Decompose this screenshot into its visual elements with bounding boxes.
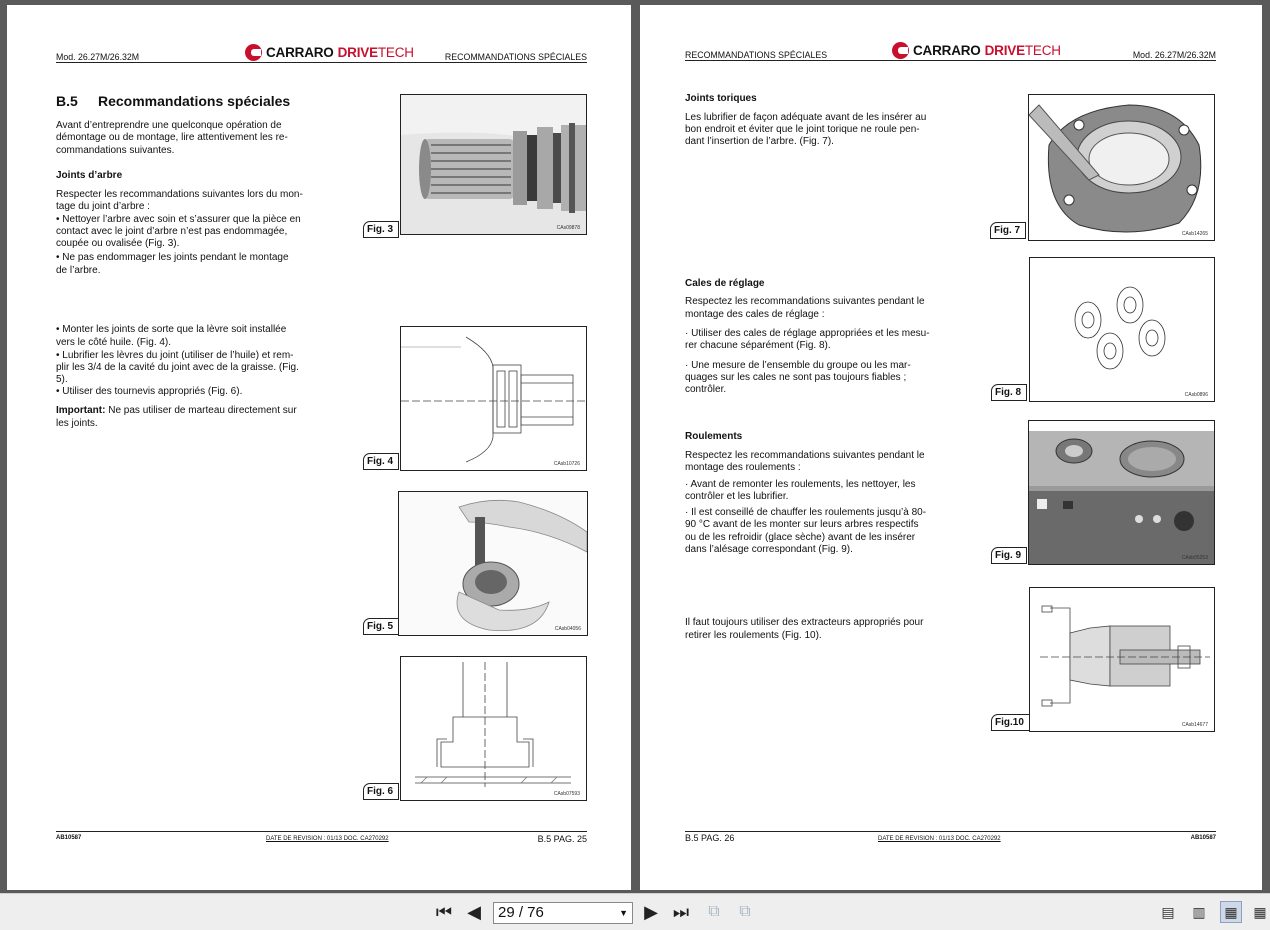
joints2-line: • Utiliser des tournevis appropriés (Fig. 6). <box>56 386 243 397</box>
cales-line: Respectez les recommandations suivantes pendant le <box>685 296 925 307</box>
figure-10-drawing <box>1029 587 1215 732</box>
cales-line: quages sur les cales ne sont pas toujours fiables ; <box>685 372 907 383</box>
logo-drive: DRIVE <box>337 44 378 60</box>
cales-line: contrôler. <box>685 384 727 395</box>
fig-5-label: Fig. 5 <box>363 618 399 635</box>
roul-line: Respectez les recommandations suivantes pendant le <box>685 450 925 461</box>
last-page-icon[interactable]: ⏭ <box>672 901 690 922</box>
figure-8-drawing <box>1029 257 1215 402</box>
joints2-line: vers le côté huile. (Fig. 4). <box>56 337 172 348</box>
joints-line: • Ne pas endommager les joints pendant le montage <box>56 252 289 263</box>
footer-rule <box>56 831 587 832</box>
cales-line: · Utiliser des cales de réglage appropriées et les mesu- <box>685 328 930 339</box>
fig-10-label: Fig.10 <box>991 714 1030 731</box>
joints-line: contact avec le joint d’arbre n’est pas endommagée, <box>56 226 288 237</box>
roul-line: 90 °C avant de les monter sur leurs arbres respectifs <box>685 519 919 530</box>
footer-rule <box>685 831 1216 832</box>
section-number: B.5 <box>56 93 78 109</box>
fig-6-label: Fig. 6 <box>363 783 399 800</box>
fig-code: CAsb04056 <box>554 626 581 632</box>
previous-view-icon[interactable]: ⧉ <box>708 903 720 920</box>
viewer-toolbar <box>0 893 1270 930</box>
roulements-title: Roulements <box>685 431 743 442</box>
fig-code: CAsb14265 <box>1181 231 1208 237</box>
roul-line: dans l’alésage correspondant (Fig. 9). <box>685 544 853 555</box>
figure-4-drawing <box>400 326 587 471</box>
cales-line: rer chacune séparément (Fig. 8). <box>685 340 831 351</box>
two-page-continuous-view-icon[interactable]: ▦ <box>1253 903 1267 920</box>
header-section: RECOMMANDATIONS SPÉCIALES <box>444 52 587 62</box>
next-view-icon[interactable]: ⧉ <box>739 903 751 920</box>
carraro-logo <box>892 39 1061 61</box>
joints-line: coupée ou ovalisée (Fig. 3). <box>56 238 180 249</box>
header-section: RECOMMANDATIONS SPÉCIALES <box>685 50 828 60</box>
joints2-line: plir les 3/4 de la cavité du joint avec de la graisse. (Fig. <box>56 362 299 373</box>
fig-code: CAsb10726 <box>553 461 580 467</box>
figure-3-image <box>400 94 587 235</box>
intro-line-2: démontage ou de montage, lire attentivement les re- <box>56 132 288 143</box>
continuous-view-icon[interactable]: ▥ <box>1192 903 1206 920</box>
joints2-line: • Monter les joints de sorte que la lèvre soit installée <box>56 324 287 335</box>
logo-tech: TECH <box>1024 42 1061 58</box>
toriques-line: Les lubrifier de façon adéquate avant de les insérer au <box>685 112 927 123</box>
first-page-icon[interactable]: ⏮ <box>435 901 453 922</box>
intro-line-1: Avant d’entreprendre une quelconque opération de <box>56 120 282 131</box>
intro-line-3: commandations suivantes. <box>56 145 175 156</box>
header-rule <box>56 62 587 63</box>
right-page <box>640 5 1262 890</box>
figure-9-image <box>1028 420 1215 565</box>
logo-brand: CARRARO <box>913 42 981 58</box>
left-page <box>7 5 631 890</box>
joints-line: de l’arbre. <box>56 265 101 276</box>
logo-drive: DRIVE <box>984 42 1025 58</box>
fig-4-label: Fig. 4 <box>363 453 399 470</box>
cales-line: montage des cales de réglage : <box>685 309 825 320</box>
footer-code: AB10587 <box>1190 835 1216 841</box>
roul-line: · Il est conseillé de chauffer les roulements jusqu’à 80- <box>685 507 927 518</box>
single-page-view-icon[interactable]: ▤ <box>1161 903 1175 920</box>
page-number-value: 29 / 76 <box>498 904 544 921</box>
two-page-view-icon[interactable]: ▦ <box>1220 901 1242 923</box>
joints2-line: 5). <box>56 374 68 385</box>
previous-page-icon[interactable]: ◀ <box>467 901 481 922</box>
important-note <box>56 405 297 417</box>
next-page-icon[interactable]: ▶ <box>644 901 658 922</box>
footer-revision: DATE DE REVISION : 01/13 DOC. CA270292 <box>878 836 1001 842</box>
fig-code: CAsb0896 <box>1184 392 1208 398</box>
joints-line: • Nettoyer l’arbre avec soin et s’assurer que la pièce en <box>56 214 301 225</box>
joints-line: tage du joint d’arbre : <box>56 201 150 212</box>
important-text: Ne pas utiliser de marteau directement sur <box>105 405 297 416</box>
chevron-down-icon: ▼ <box>619 908 628 918</box>
footer-revision: DATE DE REVISION : 01/13 DOC. CA270292 <box>266 836 389 842</box>
toriques-line: bon endroit et éviter que le joint torique ne roule pen- <box>685 124 920 135</box>
figure-5-image <box>398 491 588 636</box>
important-line-2: les joints. <box>56 418 98 429</box>
extract-line: Il faut toujours utiliser des extracteurs appropriés pour <box>685 617 924 628</box>
fig-code: CAsb07593 <box>553 791 580 797</box>
footer-page: B.5 PAG. 25 <box>537 834 587 844</box>
fig-9-label: Fig. 9 <box>991 547 1027 564</box>
joints2-line: • Lubrifier les lèvres du joint (utiliser de l’huile) et rem- <box>56 350 294 361</box>
logo-brand: CARRARO <box>266 44 334 60</box>
fig-code: CAsb14677 <box>1181 722 1208 728</box>
logo-tech: TECH <box>377 44 414 60</box>
header-model: Mod. 26.27M/26.32M <box>1132 50 1216 60</box>
roul-line: contrôler et les lubrifier. <box>685 491 789 502</box>
footer-page: B.5 PAG. 26 <box>685 833 735 843</box>
figure-7-image <box>1028 94 1215 241</box>
cales-title: Cales de réglage <box>685 278 765 289</box>
fig-code: CAs09878 <box>556 225 580 231</box>
toriques-line: dant l’insertion de l’arbre. (Fig. 7). <box>685 136 834 147</box>
roul-line: · Avant de remonter les roulements, les nettoyer, les <box>685 479 916 490</box>
section-title: Recommandations spéciales <box>98 93 291 109</box>
joints-title: Joints d’arbre <box>56 170 123 181</box>
joints-line: Respecter les recommandations suivantes lors du mon- <box>56 189 303 200</box>
important-label: Important: <box>56 405 106 416</box>
header-rule <box>685 60 1216 61</box>
logo-mark-icon <box>245 44 262 61</box>
fig-7-label: Fig. 7 <box>990 222 1026 239</box>
cales-line: · Une mesure de l’ensemble du groupe ou les mar- <box>685 360 911 371</box>
toriques-title: Joints toriques <box>685 93 757 104</box>
fig-8-label: Fig. 8 <box>991 384 1027 401</box>
roul-line: ou de les refroidir (glace sèche) avant de les insérer <box>685 532 916 543</box>
roul-line: montage des roulements : <box>685 462 801 473</box>
fig-3-label: Fig. 3 <box>363 221 399 238</box>
figure-6-drawing <box>400 656 587 801</box>
carraro-logo <box>245 41 414 63</box>
page-number-select[interactable] <box>493 902 633 924</box>
footer-code: AB10587 <box>56 835 82 841</box>
extract-line: retirer les roulements (Fig. 10). <box>685 630 822 641</box>
logo-mark-icon <box>892 42 909 59</box>
header-model: Mod. 26.27M/26.32M <box>56 52 140 62</box>
fig-code: CAsb05253 <box>1181 555 1208 561</box>
